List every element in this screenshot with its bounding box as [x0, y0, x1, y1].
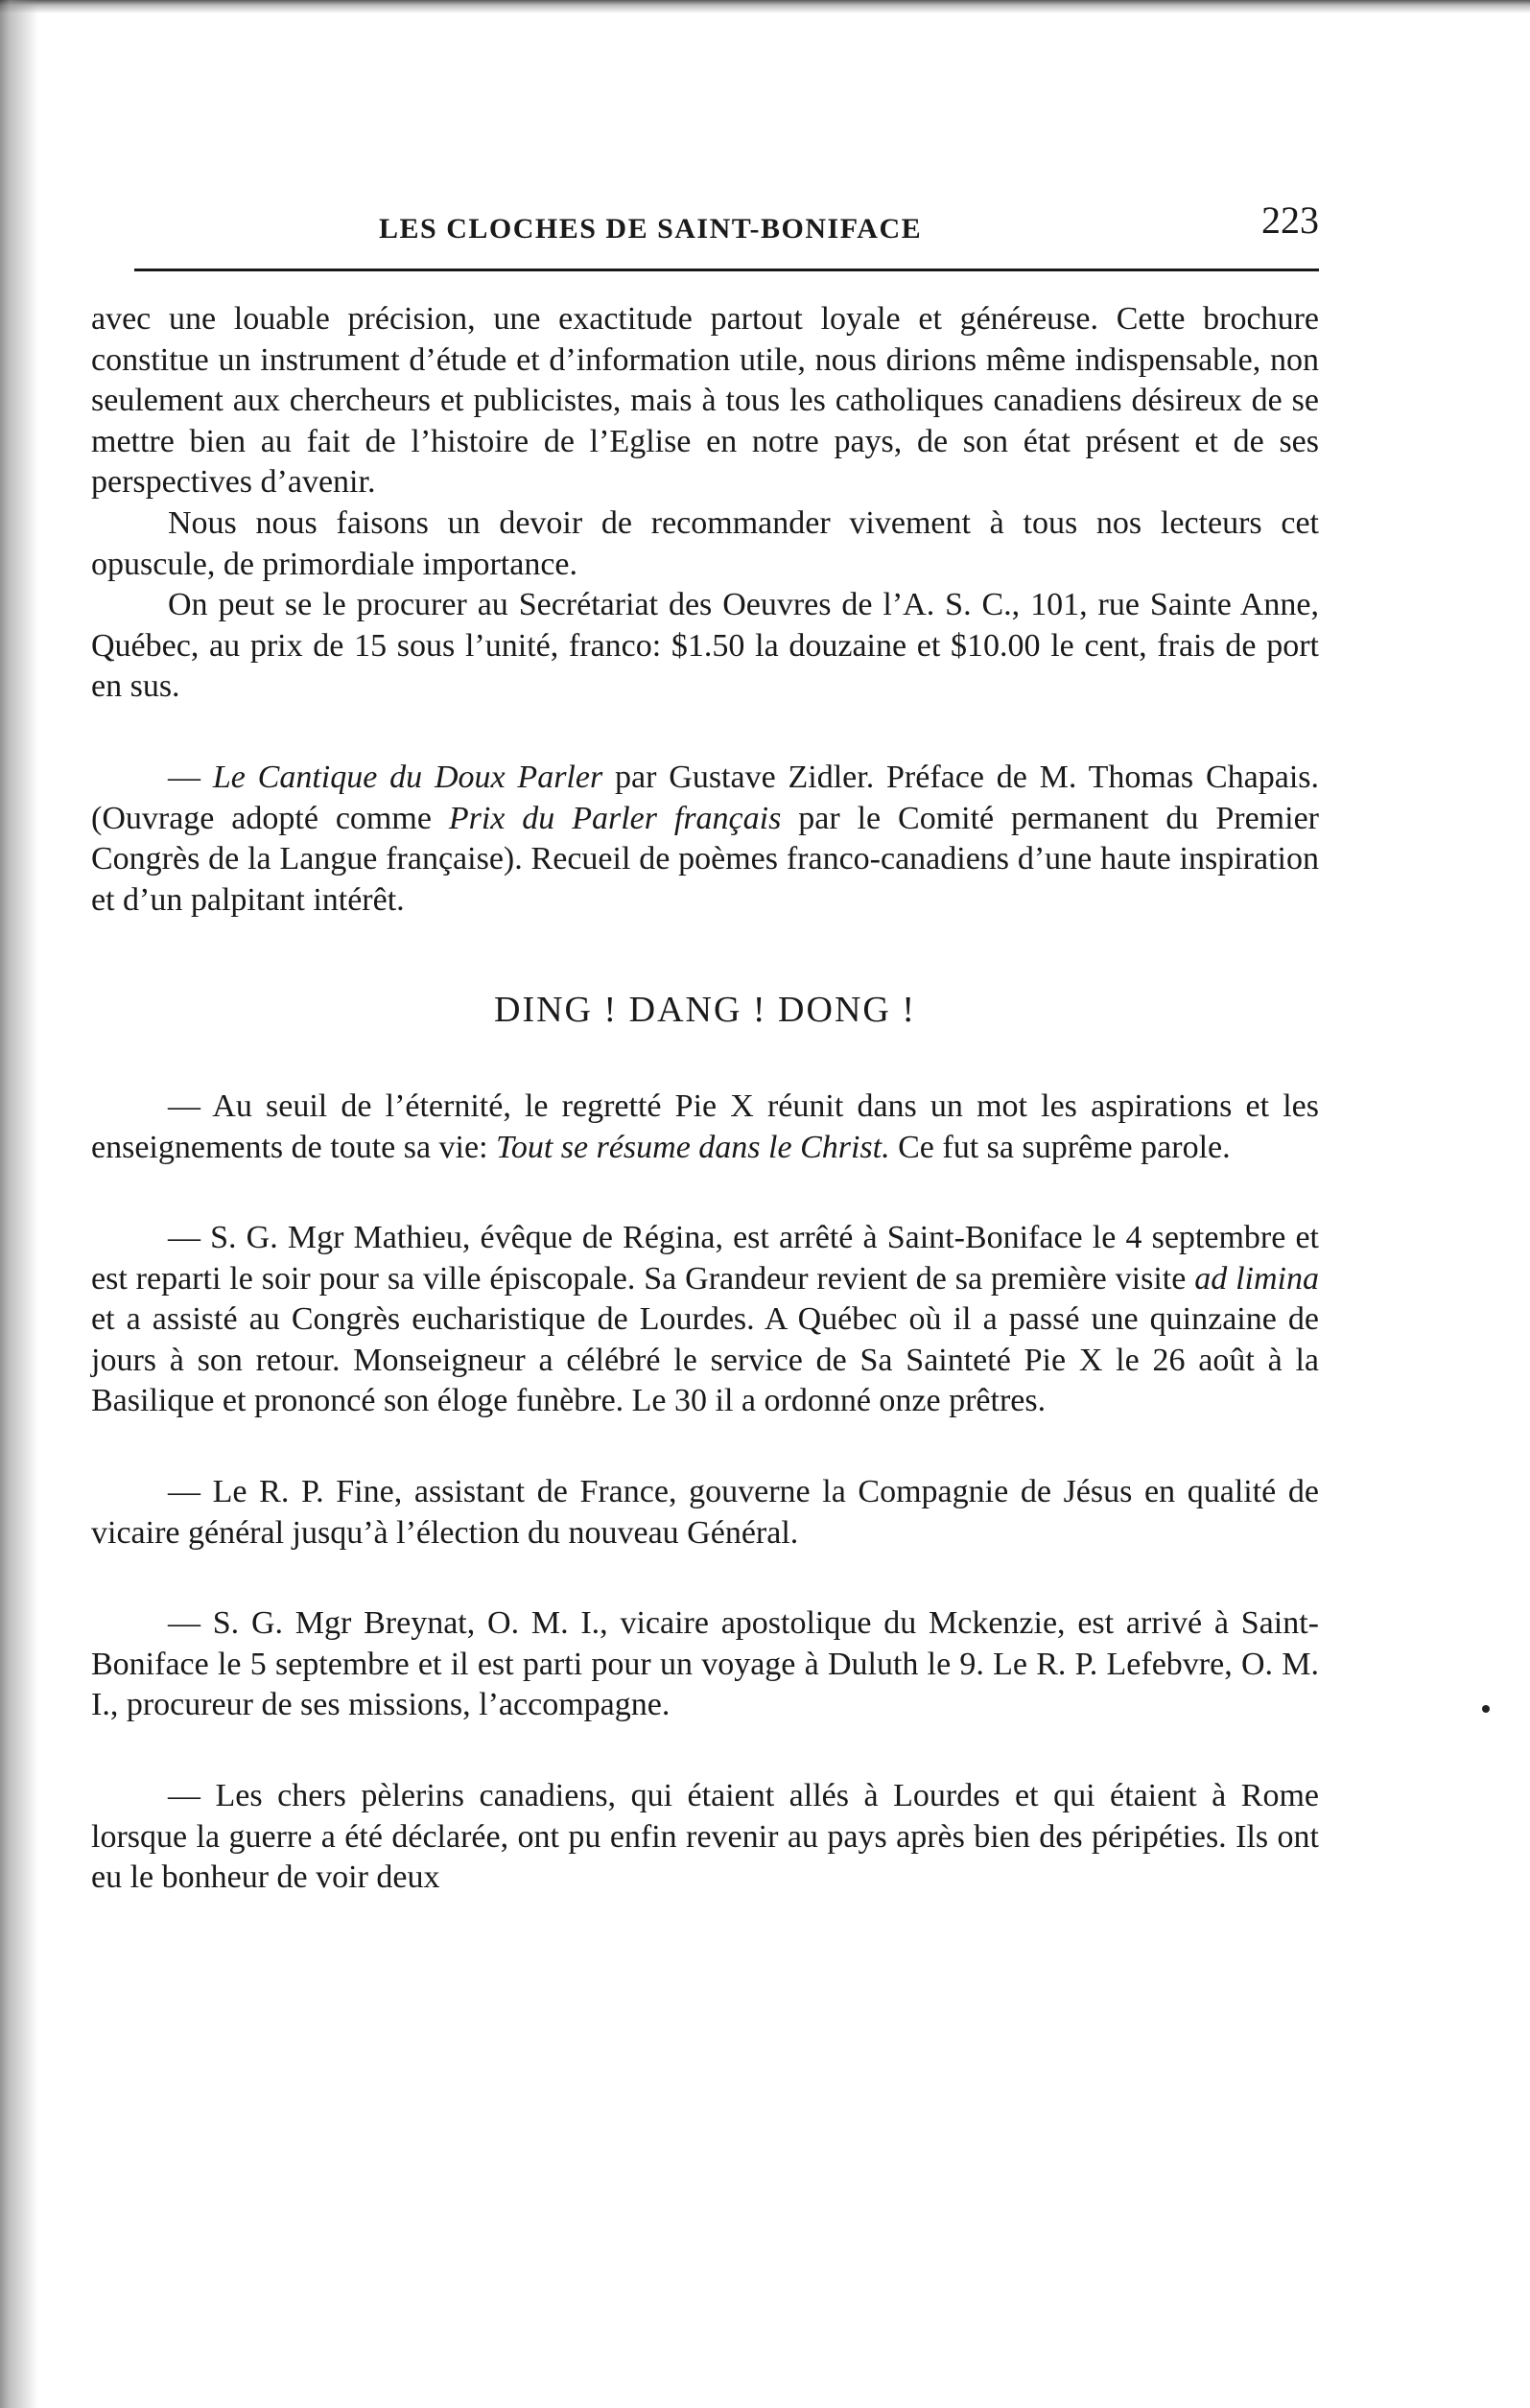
news-1-text-1: — Au seuil de l’éternité, le regretté Pie X réunit dans un mot les aspirations et les enseignements de toute sa vie: — [91, 1087, 1319, 1165]
page-header — [134, 192, 1319, 249]
news-item-mgr-mathieu — [91, 1218, 1319, 1422]
news-item-pie-x — [91, 1087, 1319, 1168]
cantique-text-1: par Gustave Zidler. Préface de M. Thomas Chapais. (Ouvrage adopté comme — [91, 759, 1320, 836]
cantique-prize: Prix du Parler français — [448, 800, 782, 836]
page-body — [91, 299, 1319, 1899]
running-title: LES CLOCHES DE SAINT-BONIFACE — [379, 213, 923, 245]
page-number: 223 — [1261, 199, 1319, 242]
speck — [1482, 1705, 1490, 1713]
paragraph-ordering-info: On peut se le procurer au Secrétariat des Oeuvres de l’A. S. C., 101, rue Sainte Anne, Québec, au prix de 15 sous l’unité, franco: $1.50 la douzaine et $10.00 le cent, frais de port en sus. — [91, 587, 1319, 705]
news-item-p-fine: — Le R. P. Fine, assistant de France, gouverne la Compagnie de Jésus en qualité de vicaire général jusqu’à l’élection du nouveau Général. — [91, 1474, 1319, 1551]
cantique-title: Le Cantique du Doux Parler — [212, 759, 603, 795]
news-item-mgr-breynat: — S. G. Mgr Breynat, O. M. I., vicaire apostolique du Mckenzie, est arrivé à Saint-Boniface le 5 septembre et il est parti pour un voyage à Duluth le 9. Le R. P. Lefebvre, O. M. I., procureur de ses missions, l’accompagne. — [91, 1605, 1319, 1723]
news-item-pelerins: — Les chers pèlerins canadiens, qui étaient allés à Lourdes et qui étaient à Rome lorsque la guerre a été déclarée, ont pu enfin revenir au pays après bien des péripéties. Ils ont eu le bonheur de voir deux — [91, 1778, 1319, 1896]
news-2-text-2: et a assisté au Congrès eucharistique de Lourdes. A Québec où il a passé une quinzaine de jours à son retour. Monseigneur a célébré le service de Sa Sainteté Pie X le 26 août à la Basilique et prononcé son éloge funèbre. Le 30 il a ordonné onze prêtres. — [91, 1301, 1319, 1419]
header-rule — [134, 269, 1319, 271]
paragraph-recommendation: Nous nous faisons un devoir de recommander vivement à tous nos lecteurs cet opuscule, de primordiale importance. — [91, 504, 1319, 582]
scan-edge-left — [0, 0, 38, 2408]
cantique-dash: — — [168, 759, 213, 795]
news-2-latin: ad limina — [1194, 1260, 1319, 1297]
news-1-text-2: Ce fut sa suprême parole. — [889, 1129, 1231, 1165]
scan-edge-top — [0, 0, 1530, 13]
cantique-text-2: par le Comité permanent du Premier Congrès de la Langue française). Recueil de poèmes franco-canadiens d’une haute inspiration et d’un palpitant intérêt. — [91, 800, 1319, 918]
paragraph-brochure-review: avec une louable précision, une exactitude partout loyale et généreuse. Cette brochure constitue un instrument d’étude et d’information utile, nous dirions même indispensable, non seulement aux chercheurs et publicistes, mais à tous les catholiques canadiens désireux de se mettre bien au fait de l’histoire de l’Eglise en notre pays, de son état présent et de ses perspectives d’avenir. — [91, 301, 1319, 501]
paragraph-cantique — [91, 758, 1319, 921]
news-1-quote: Tout se résume dans le Christ. — [496, 1129, 890, 1165]
news-2-text-1: — S. G. Mgr Mathieu, évêque de Régina, est arrêté à Saint-Boniface le 4 septembre et est reparti le soir pour sa ville épiscopale. Sa Grandeur revient de sa première visite — [91, 1220, 1319, 1297]
section-title: DING ! DANG ! DONG ! — [494, 990, 916, 1031]
